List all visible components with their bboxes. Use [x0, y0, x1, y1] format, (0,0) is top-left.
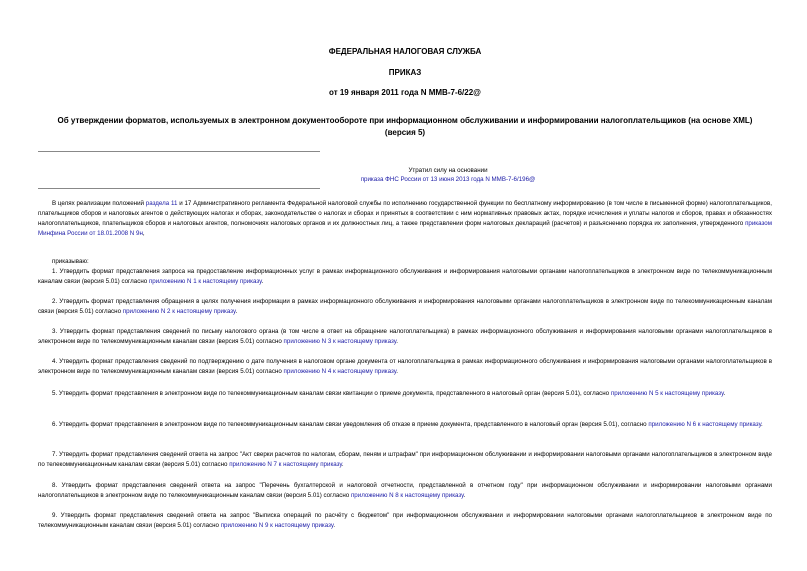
order-item-5	[38, 389, 772, 399]
item-end: .	[396, 338, 398, 345]
appendix-4-link[interactable]: приложению N 4 к настоящему приказу	[283, 368, 397, 375]
item-text: 5. Утвердить формат представления в электронном виде по телекоммуникационным каналам связи квитанции о приеме документа, представленного в налоговый орган (версия 5.01), согласно	[52, 390, 611, 397]
item-text: 1. Утвердить формат представления запроса на предоставление информационных услуг в рамках информационного обслуживания и информирования налоговыми органами налогоплательщиков в электронном виде по телекоммуникационным каналам связи (версия 5.01) согласно	[38, 268, 772, 285]
divider-bottom	[38, 188, 320, 189]
order-item-8	[38, 481, 772, 501]
item-text: 4. Утвердить формат представления сведений по подтверждению о дате получения в налоговом органе документа от налогоплательщика в рамках информационного обслуживания и информирования налоговыми органами налогоплательщиков в электронном виде по телекоммуникационным каналам связи (версия 5.01) согласно	[38, 358, 772, 375]
section-11-link[interactable]: раздела 11	[145, 200, 178, 207]
item-text: 9. Утвердить формат представления сведений ответа на запрос "Выписка операций по расчёту с бюджетом" при информационном обслуживании и информировании налоговыми органами налогоплательщиков в электронном виде по телекоммуникационным каналам связи (версия 5.01) согласно	[38, 512, 772, 529]
appendix-9-link[interactable]: приложению N 9 к настоящему приказу	[220, 522, 334, 529]
status-note-text: Утратил силу на основании	[408, 167, 488, 174]
order-item-7	[38, 450, 772, 470]
item-end: .	[341, 461, 344, 468]
order-item-3	[38, 327, 772, 347]
appendix-7-link[interactable]: приложению N 7 к настоящему приказу	[229, 461, 342, 468]
item-text: 2. Утвердить формат представления обращения в целях получения информации в рамках информационного обслуживания и информирования налоговыми органами налогоплательщиков в электронном виде по телекоммуникационным каналам связи (версия 5.01) согласно	[38, 298, 772, 315]
appendix-1-link[interactable]: приложению N 1 к настоящему приказу	[148, 278, 262, 285]
item-text: 7. Утвердить формат представления сведений ответа на запрос "Акт сверки расчетов по налогам, сборам, пеням и штрафам" при информационном обслуживании и информировании налоговыми органами налогоплательщиков в электронном виде по телекоммуникационным каналам связи (версия 5.01) согласно	[38, 451, 772, 468]
document-title: Об утверждении форматов, используемых в электронном документообороте при информационном обслуживании и информировании налогоплательщиков (на основе XML) (версия 5)	[57, 116, 753, 137]
item-end: .	[463, 492, 466, 499]
decree-word-text: приказываю:	[52, 258, 89, 265]
repeal-order-link[interactable]: приказа ФНС России от 13 июня 2013 года N ММВ-7-6/196@	[360, 176, 536, 183]
document-date-line: от 19 января 2011 года N ММВ-7-6/22@	[329, 88, 481, 97]
item-text: 3. Утвердить формат представления сведений по письму налогового органа (в том числе в ответ на обращение налогоплательщика) в рамках информационного обслуживания и информирования налоговыми органами налогоплательщиков в электронном виде по телекоммуникационным каналам связи (версия 5.01) согласно	[38, 328, 772, 345]
item-end: .	[723, 390, 726, 397]
appendix-2-link[interactable]: приложению N 2 к настоящему приказу	[122, 308, 236, 315]
document-type-heading: ПРИКАЗ	[388, 68, 422, 77]
appendix-6-link[interactable]: приложению N 6 к настоящему приказу	[648, 421, 762, 428]
item-end: .	[235, 308, 238, 315]
appendix-3-link[interactable]: приложению N 3 к настоящему приказу	[283, 338, 397, 345]
appendix-5-link[interactable]: приложению N 5 к настоящему приказу	[610, 390, 724, 397]
order-item-6	[38, 420, 772, 430]
item-end: .	[396, 368, 398, 375]
minfin-order-link[interactable]: приказом Минфина России от 18.01.2008 N 9н	[38, 220, 772, 237]
status-note-container	[238, 176, 658, 183]
order-item-4	[38, 357, 772, 377]
preamble-text-middle: и 17 Административного регламента Федеральной налоговой службы по исполнению государственной функции по бесплатному информированию (в том числе в письменной форме) налогоплательщиков, плательщиков сборов и налоговых агентов о действующих налогах и сборах, законодательстве о налогах и сборах и принятых в соответствии с ним нормативных правовых актах, порядке исчисления и уплаты налогов и сборов, правах и обязанностях налогоплательщиков, плательщиков сборов и налоговых агентов, полномочиях налоговых органов и их должностных лиц, а также представлении форм налоговых деклараций (расчетов) и разъяснению порядка их заполнения, утвержденного	[38, 200, 772, 227]
appendix-8-link[interactable]: приложению N 8 к настоящему приказу	[350, 492, 464, 499]
preamble-text-end: ,	[142, 230, 145, 237]
item-end: .	[261, 278, 264, 285]
order-item-1	[38, 267, 772, 287]
preamble-paragraph	[38, 199, 772, 239]
preamble-text-start: В целях реализации положений	[52, 200, 146, 207]
divider-top	[38, 151, 320, 152]
item-end: .	[761, 421, 763, 428]
item-end: .	[333, 522, 336, 529]
item-text: 8. Утвердить формат представления сведений ответа на запрос "Перечень бухгалтерской и налоговой отчетности, представленной в отчетном году" при информационном обслуживании и информировании налоговыми органами налогоплательщиков в электронном виде по телекоммуникационным каналам связи (версия 5.01) согласно	[38, 482, 772, 499]
item-text: 6. Утвердить формат представления в электронном виде по телекоммуникационным каналам связи уведомления об отказе в приеме документа, представленного в налоговый орган (версия 5.01), согласно	[52, 421, 649, 428]
decree-word	[38, 257, 772, 267]
order-item-2	[38, 297, 772, 317]
organization-heading: ФЕДЕРАЛЬНАЯ НАЛОГОВАЯ СЛУЖБА	[328, 47, 482, 56]
order-item-9	[38, 511, 772, 531]
